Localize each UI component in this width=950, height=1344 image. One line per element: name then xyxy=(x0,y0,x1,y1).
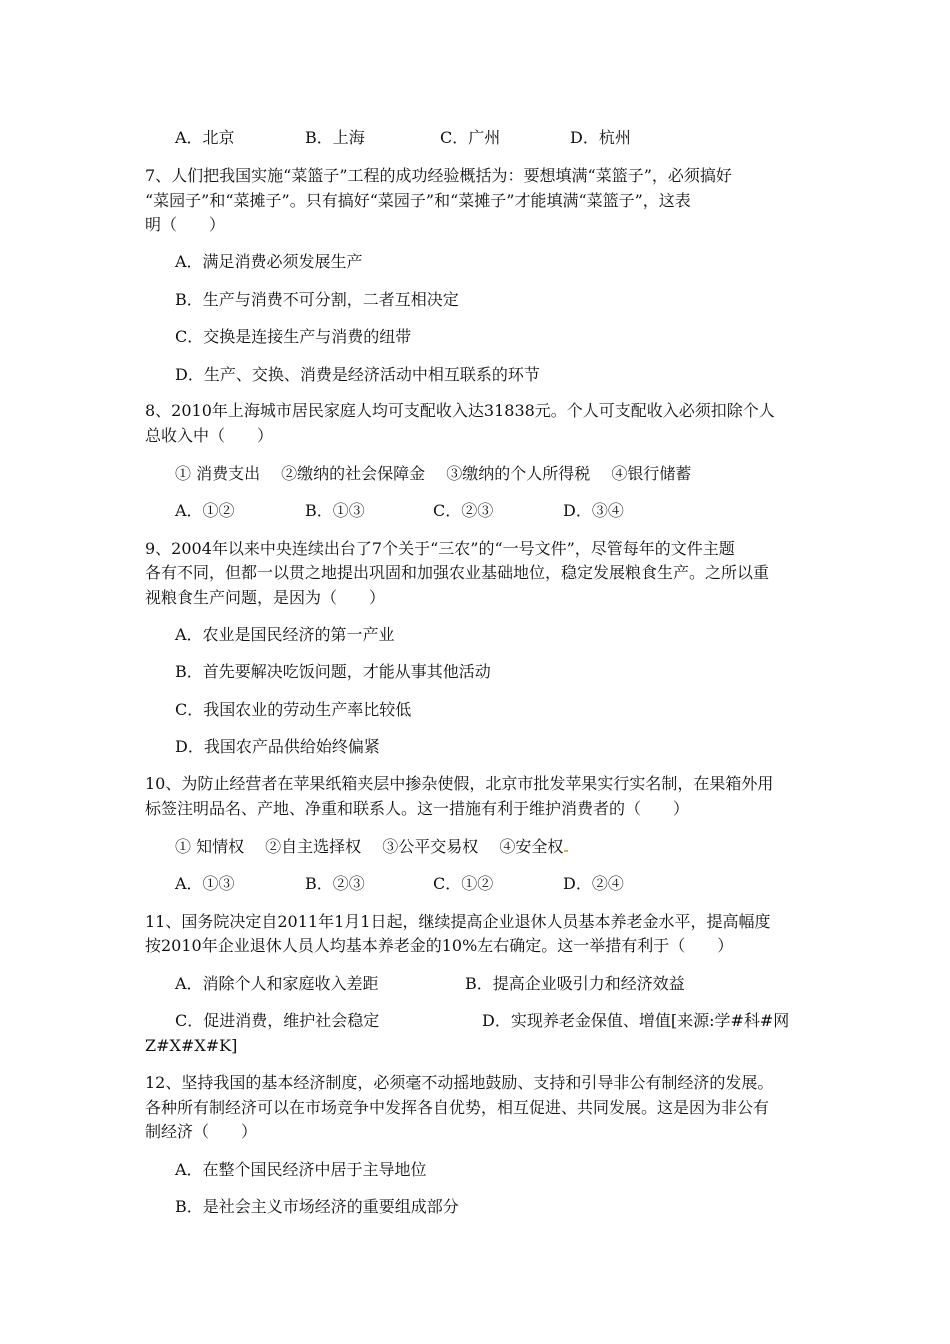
q10-stem-line: 标签注明品名、产地、净重和联系人。这一措施有利于维护消费者的（ ） xyxy=(145,799,690,818)
q7-option-d: D．生产、交换、消费是经济活动中相互联系的环节 xyxy=(175,365,540,384)
q7-option-c: C．交换是连接生产与消费的纽带 xyxy=(175,327,412,346)
q8-stem-line: 总收入中（ ） xyxy=(145,426,274,445)
q7-stem-line: 明（ ） xyxy=(145,215,226,234)
q8-option-d: D．③④ xyxy=(563,501,624,520)
q12-option-a: A．在整个国民经济中居于主导地位 xyxy=(175,1160,427,1179)
q8-option-b: B．①③ xyxy=(305,501,365,520)
q12-option-b: B．是社会主义市场经济的重要组成部分 xyxy=(175,1197,459,1216)
q9-option-b: B．首先要解决吃饭问题，才能从事其他活动 xyxy=(175,662,491,681)
q9-option-a: A．农业是国民经济的第一产业 xyxy=(175,625,395,644)
q11-option-c: C．促进消费，维护社会稳定 xyxy=(175,1011,380,1030)
q12-stem-line: 各种所有制经济可以在市场竞争中发挥各自优势，相互促进、共同发展。这是因为非公有 xyxy=(145,1098,770,1117)
q11-option-a: A．消除个人和家庭收入差距 xyxy=(175,974,379,993)
q11-option-b: B．提高企业吸引力和经济效益 xyxy=(465,974,685,993)
q9-option-d: D．我国农产品供给始终偏紧 xyxy=(175,737,380,756)
q11-stem-line: 按2010年企业退休人员人均基本养老金的10%左右确定。这一举措有利于（ ） xyxy=(145,936,734,955)
q10-option-b: B．②③ xyxy=(305,874,365,893)
q9-stem-line: 各有不同，但都一以贯之地提出巩固和加强农业基础地位，稳定发展粮食生产。之所以重 xyxy=(145,563,770,582)
q8-option-a: A．①② xyxy=(175,501,235,520)
q9-stem-line: 视粮食生产问题，是因为（ ） xyxy=(145,588,386,607)
q11-option-d: D．实现养老金保值、增值[来源:学#科#网 xyxy=(482,1011,790,1030)
q7-option-b: B．生产与消费不可分割，二者互相决定 xyxy=(175,290,459,309)
q7-option-a: A．满足消费必须发展生产 xyxy=(175,252,363,271)
q6-option-a: A．北京 xyxy=(175,128,235,147)
q12-stem-line: 12、坚持我国的基本经济制度，必须毫不动摇地鼓励、支持和引导非公有制经济的发展。 xyxy=(145,1073,774,1092)
q6-option-c: C．广州 xyxy=(440,128,501,147)
q8-statement-items: ① 消费支出 ②缴纳的社会保障金 ③缴纳的个人所得税 ④银行储蓄 xyxy=(175,464,692,483)
q6-option-d: D．杭州 xyxy=(570,128,631,147)
q10-statement-text: ① 知情权 ②自主选择权 ③公平交易权 ④安全权 xyxy=(175,837,564,856)
q6-option-b: B．上海 xyxy=(305,128,365,147)
q8-stem-line: 8、2010年上海城市居民家庭人均可支配收入达31838元。个人可支配收入必须扣除个人 xyxy=(145,401,775,420)
q7-stem-line: 7、人们把我国实施“菜篮子”工程的成功经验概括为：要想填满“菜篮子”，必须搞好 xyxy=(145,166,732,185)
q9-stem-line: 9、2004年以来中央连续出台了7个关于“三农”的“一号文件”，尽管每年的文件主题 xyxy=(145,539,735,558)
q11-option-d-continued: Z#X#X#K] xyxy=(145,1036,238,1055)
q8-option-c: C．②③ xyxy=(433,501,494,520)
q10-statement-items xyxy=(175,835,568,859)
q10-option-a: A．①③ xyxy=(175,874,235,893)
q11-stem-line: 11、国务院决定自2011年1月1日起，继续提高企业退休人员基本养老金水平，提高幅度 xyxy=(145,912,771,931)
q10-option-c: C．①② xyxy=(433,874,494,893)
ink-speck xyxy=(564,850,568,852)
q7-stem-line: “菜园子”和“菜摊子”。只有搞好“菜园子”和“菜摊子”才能填满“菜篮子”，这表 xyxy=(145,191,691,210)
q12-stem-line: 制经济（ ） xyxy=(145,1122,258,1141)
q10-stem-line: 10、为防止经营者在苹果纸箱夹层中掺杂使假，北京市批发苹果实行实名制，在果箱外用 xyxy=(145,774,774,793)
q10-option-d: D．②④ xyxy=(563,874,624,893)
q9-option-c: C．我国农业的劳动生产率比较低 xyxy=(175,700,412,719)
